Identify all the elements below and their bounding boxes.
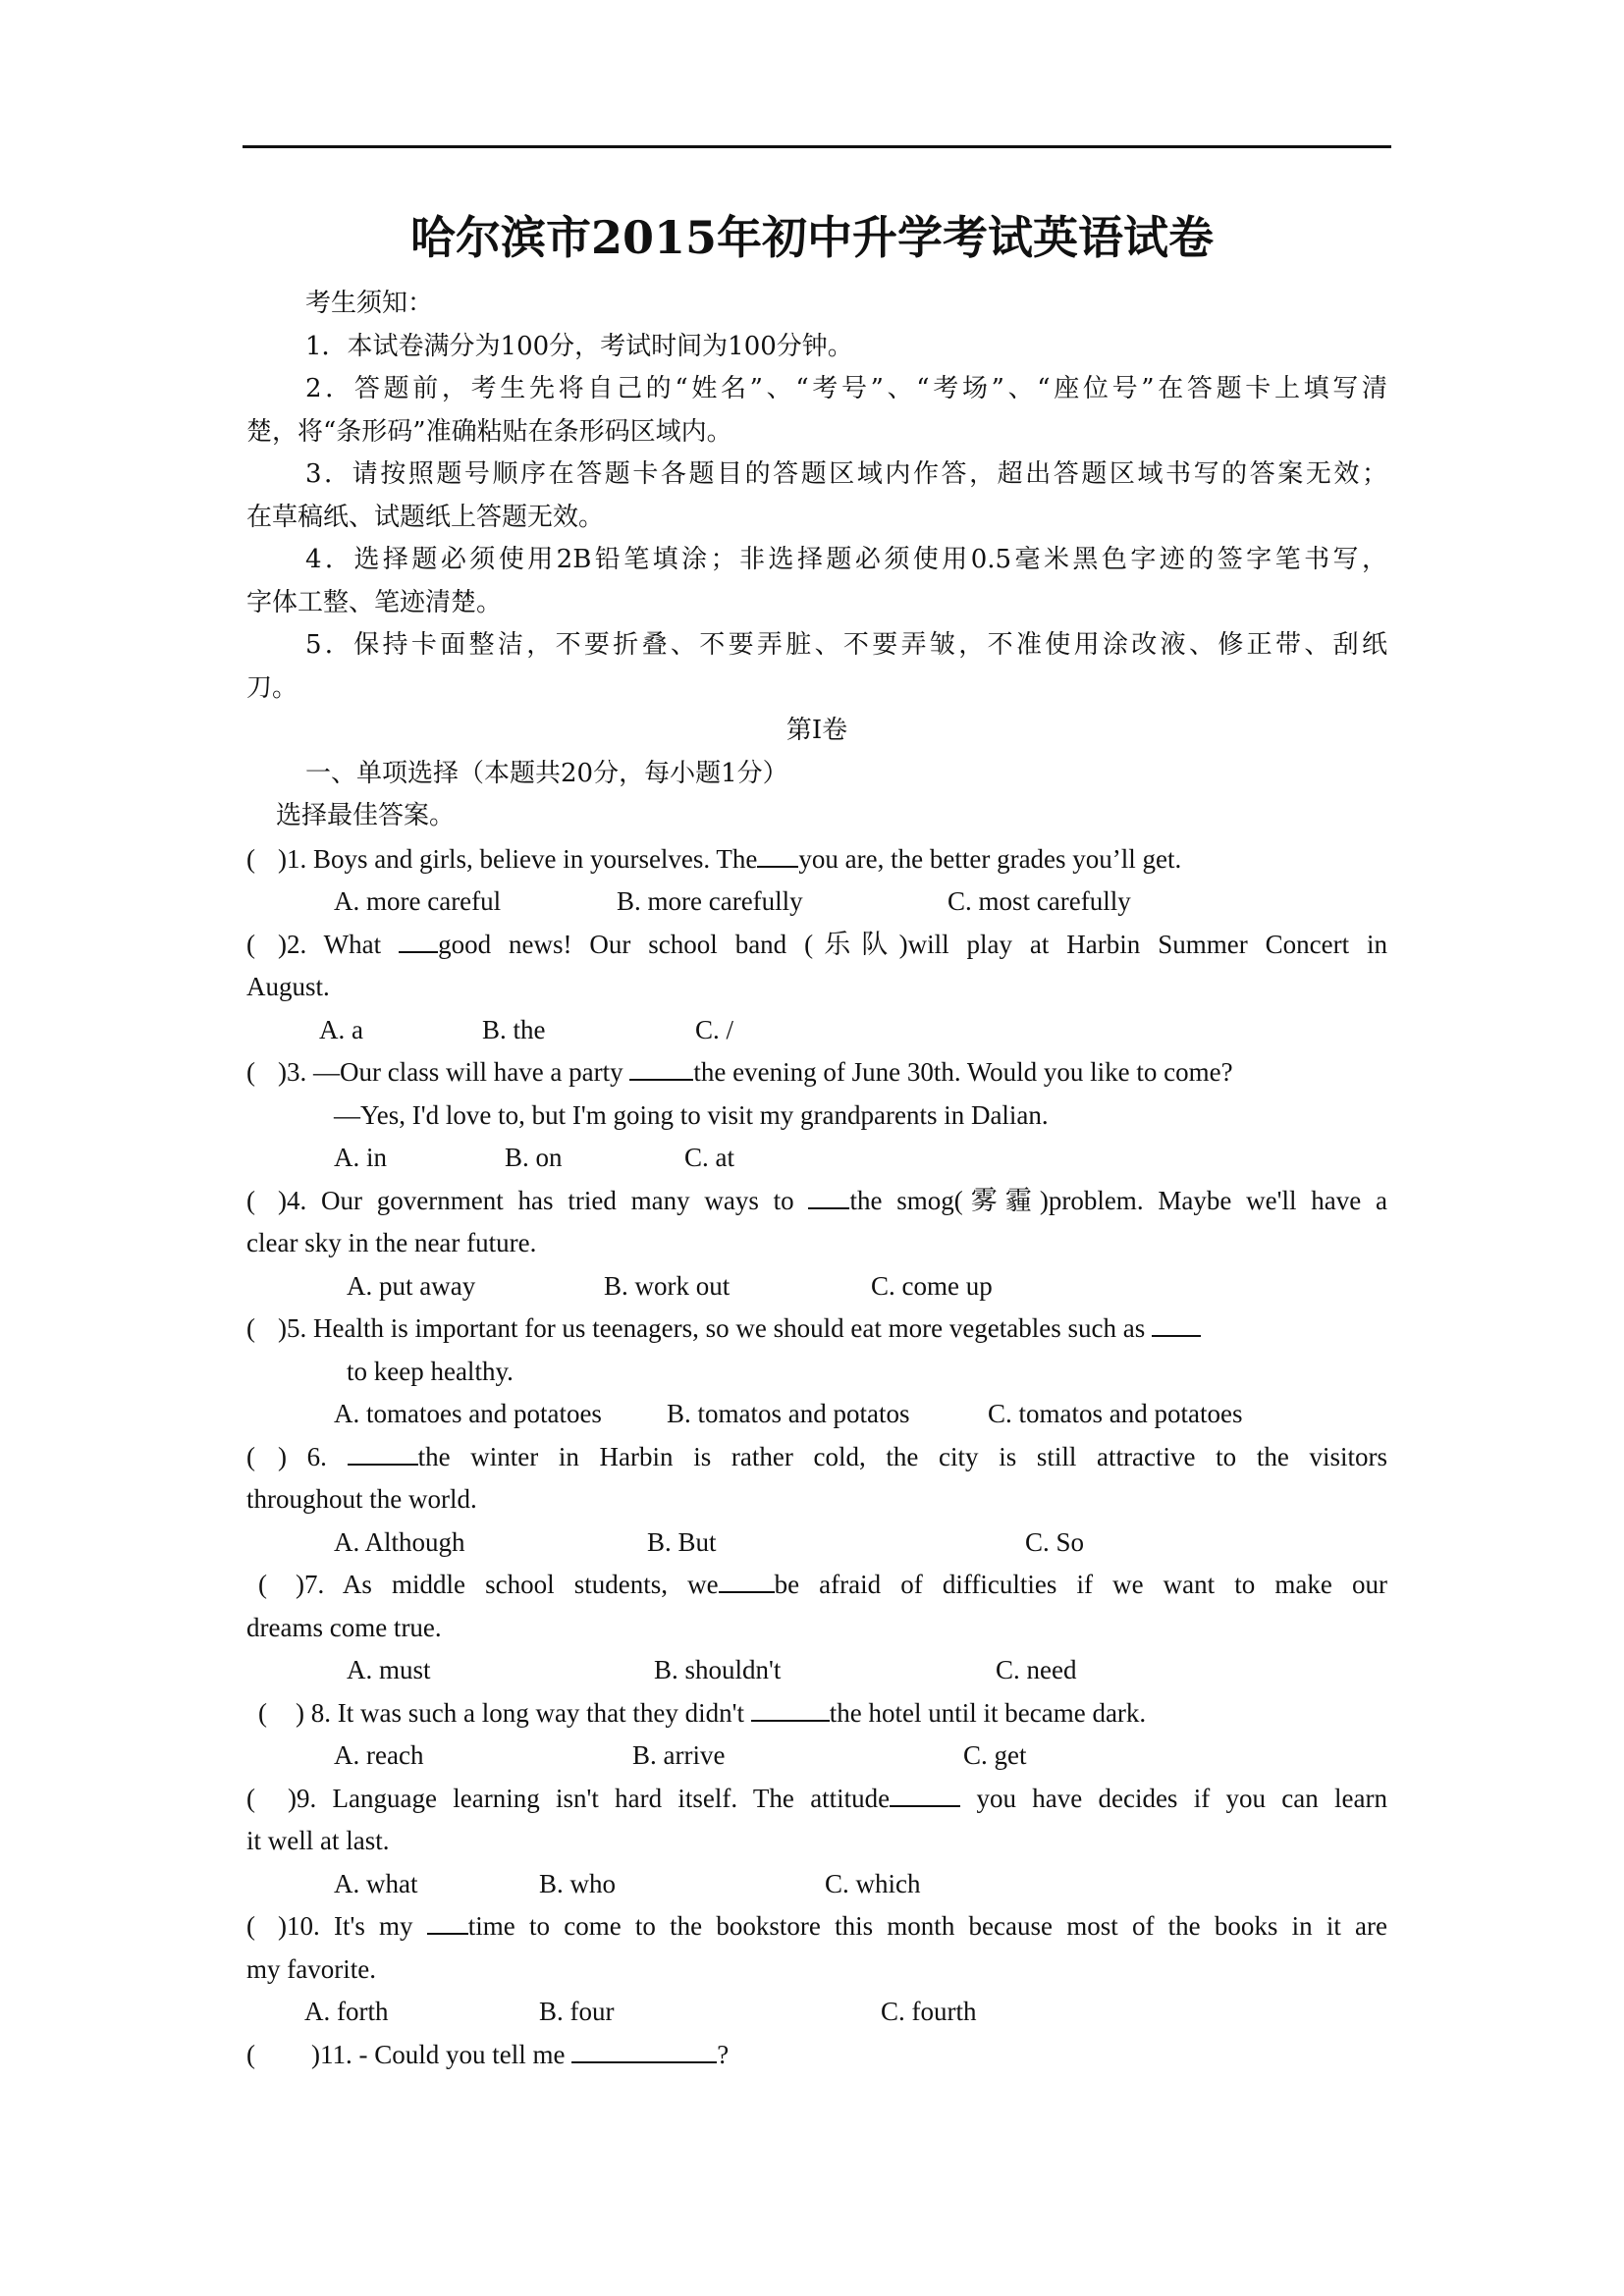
notice-item: 5．保持卡面整洁，不要折叠、不要弄脏、不要弄皱，不准使用涂改液、修正带、刮纸 xyxy=(305,630,1387,660)
option-c[interactable]: C. which xyxy=(825,1868,921,1898)
option-c[interactable]: C. fourth xyxy=(881,1997,977,2026)
option-a[interactable]: A. must xyxy=(347,1655,431,1684)
notice-item: 楚，将“条形码”准确粘贴在条形码区域内。 xyxy=(246,416,732,447)
answer-blank[interactable] xyxy=(571,2035,717,2063)
question-9-cont: it well at last. xyxy=(246,1826,390,1855)
notice-item: 2．答题前，考生先将自己的“姓名”、“考号”、“考场”、“座位号”在答题卡上填写清 xyxy=(305,374,1387,403)
option-b[interactable]: B. work out xyxy=(604,1270,731,1301)
answer-blank[interactable] xyxy=(757,839,798,868)
question-6: ( ) 6. the winter in Harbin is rather cold, the city is still attractive to the visitors xyxy=(246,1436,1387,1479)
notice-item: 刀。 xyxy=(246,672,298,703)
option-b[interactable]: B. who xyxy=(539,1868,617,1898)
option-b[interactable]: B. more carefully xyxy=(617,886,803,916)
notice-item: 3．请按照题号顺序在答题卡各题目的答题区域内作答，超出答题区域书写的答案无效； xyxy=(305,459,1387,489)
question-10-cont: my favorite. xyxy=(246,1953,376,1984)
option-a[interactable]: A. more careful xyxy=(334,886,502,916)
question-10: ( )10. It's my time to come to the bookstore this month because most of the books in it are xyxy=(246,1905,1387,1949)
option-c[interactable]: C. at xyxy=(684,1143,734,1172)
answer-blank[interactable] xyxy=(808,1181,849,1209)
option-c[interactable]: C. need xyxy=(996,1655,1077,1684)
option-b[interactable]: B. arrive xyxy=(632,1740,726,1770)
question-7: ( )7. As middle school students, we be afraid of difficulties if we want to make our xyxy=(246,1564,1387,1607)
exam-title: 哈尔滨市2015年初中升学考试英语试卷 xyxy=(409,211,1215,264)
answer-blank[interactable] xyxy=(399,925,438,953)
option-c[interactable]: C. tomatos and potatoes xyxy=(988,1399,1243,1428)
question-3-reply: —Yes, I'd love to, but I'm going to visit my grandparents in Dalian. xyxy=(334,1099,1049,1130)
option-a[interactable]: A. in xyxy=(334,1143,387,1172)
question-9: ( )9. Language learning isn't hard itself. The attitude you have decides if you can learn xyxy=(246,1778,1387,1821)
option-b[interactable]: B. on xyxy=(505,1143,563,1172)
answer-blank[interactable] xyxy=(890,1779,960,1807)
option-c[interactable]: C. / xyxy=(695,1014,734,1044)
section-heading: 一、单项选择（本题共20分，每小题1分） xyxy=(305,758,788,788)
option-b[interactable]: B. shouldn't xyxy=(654,1655,782,1684)
option-a[interactable]: A. tomatoes and potatoes xyxy=(334,1399,602,1428)
question-2: ( )2. What good news! Our school band (乐队)will play at Harbin Summer Concert in xyxy=(246,924,1387,967)
question-3: ( )3. —Our class will have a party the evening of June 30th. Would you like to come? xyxy=(246,1051,1387,1095)
question-9-options xyxy=(246,1863,1387,1906)
option-b[interactable]: B. the xyxy=(482,1014,546,1044)
option-c[interactable]: C. So xyxy=(1025,1526,1085,1557)
notice-item: 字体工整、笔迹清楚。 xyxy=(246,587,503,617)
option-a[interactable]: A. a xyxy=(319,1014,363,1044)
question-4-cont: clear sky in the near future. xyxy=(246,1228,537,1257)
answer-blank[interactable] xyxy=(629,1052,693,1081)
question-8: ( ) 8. It was such a long way that they didn't the hotel until it became dark. xyxy=(246,1692,1387,1735)
question-7-options xyxy=(246,1649,1387,1692)
option-b[interactable]: B. four xyxy=(539,1997,615,2026)
notice-item: 4．选择题必须使用2B铅笔填涂；非选择题必须使用0.5毫米黑色字迹的签字笔书写， xyxy=(305,545,1387,574)
notice-item: 在草稿纸、试题纸上答题无效。 xyxy=(246,502,605,532)
question-10-options xyxy=(246,1991,1387,2034)
question-11: ( )11. - Could you tell me ? xyxy=(246,2034,1387,2077)
question-4-options xyxy=(246,1265,1387,1308)
question-4: ( )4. Our government has tried many ways to the smog(雾霾)problem. Maybe we'll have a xyxy=(246,1180,1387,1223)
option-a[interactable]: A. what xyxy=(334,1868,418,1898)
answer-blank[interactable] xyxy=(348,1437,418,1466)
section-instruction: 选择最佳答案。 xyxy=(276,801,456,830)
option-b[interactable]: B. tomatos and potatos xyxy=(667,1399,910,1428)
option-c[interactable]: C. most carefully xyxy=(947,886,1131,916)
question-8-options xyxy=(246,1735,1387,1778)
option-a[interactable]: A. Although xyxy=(334,1526,465,1557)
question-5: ( )5. Health is important for us teenagers, so we should eat more vegetables such as xyxy=(246,1308,1387,1351)
question-2-options xyxy=(246,1009,1387,1052)
answer-blank[interactable] xyxy=(751,1693,830,1722)
option-a[interactable]: A. put away xyxy=(347,1270,476,1301)
notice-item: 1．本试卷满分为100分，考试时间为100分钟。 xyxy=(305,331,853,361)
header-rule xyxy=(243,145,1391,148)
question-1: ( )1. Boys and girls, believe in yourselves. The you are, the better grades you’ll get. xyxy=(246,838,1387,881)
question-6-cont: throughout the world. xyxy=(246,1484,477,1514)
option-a[interactable]: A. reach xyxy=(334,1740,424,1770)
exam-content xyxy=(246,283,1387,2076)
question-5-options xyxy=(246,1393,1387,1436)
question-6-options xyxy=(246,1522,1387,1565)
volume-heading: 第Ⅰ卷 xyxy=(785,716,848,745)
option-b[interactable]: B. But xyxy=(647,1526,717,1557)
answer-blank[interactable] xyxy=(427,1906,468,1935)
notice-heading: 考生须知： xyxy=(305,289,434,318)
question-7-cont: dreams come true. xyxy=(246,1612,442,1642)
option-c[interactable]: C. come up xyxy=(871,1270,993,1301)
answer-blank[interactable] xyxy=(719,1565,775,1593)
answer-blank[interactable] xyxy=(1152,1308,1201,1337)
option-c[interactable]: C. get xyxy=(963,1740,1027,1770)
question-5-cont: to keep healthy. xyxy=(347,1356,514,1386)
question-2-cont: August. xyxy=(246,972,330,1001)
option-a[interactable]: A. forth xyxy=(304,1997,389,2026)
question-1-options xyxy=(246,881,1387,924)
question-3-options xyxy=(246,1137,1387,1180)
